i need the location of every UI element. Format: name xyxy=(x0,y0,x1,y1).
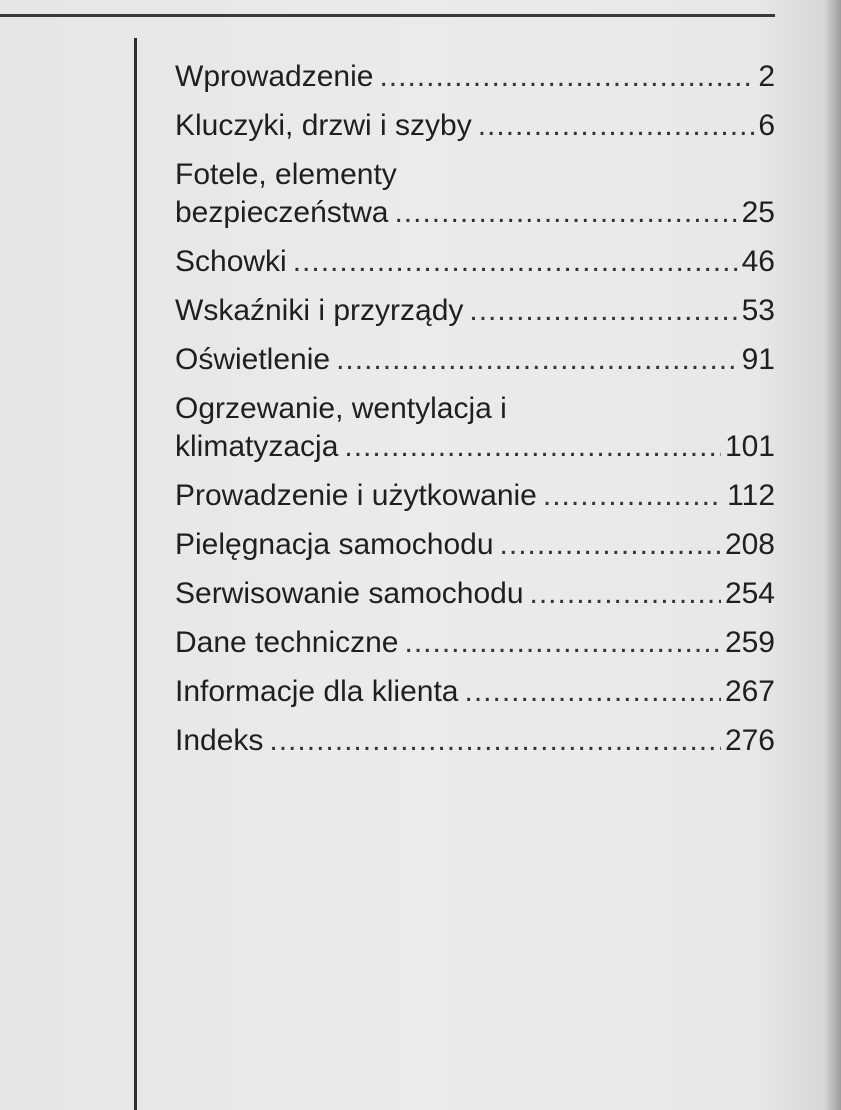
toc-title: Kluczyki, drzwi i szyby xyxy=(175,109,472,142)
toc-page-number: 276 xyxy=(724,724,775,757)
toc-title: Pielęgnacja samochodu xyxy=(175,528,494,561)
toc-page-number: 91 xyxy=(741,343,775,376)
toc-entry[interactable] xyxy=(175,156,775,232)
toc-page-number: 53 xyxy=(741,294,775,327)
toc-entry[interactable] xyxy=(175,575,775,613)
dot-leader xyxy=(464,673,720,711)
toc-page-number: 25 xyxy=(741,196,775,229)
page-edge-shadow xyxy=(825,0,841,1110)
toc-line xyxy=(175,58,775,96)
toc-entry[interactable] xyxy=(175,722,775,760)
toc-entry[interactable] xyxy=(175,390,775,466)
toc-title-line1: Fotele, elementy xyxy=(175,158,397,191)
toc-entry[interactable] xyxy=(175,243,775,281)
toc-line xyxy=(175,107,775,145)
toc-title: Dane techniczne xyxy=(175,626,399,659)
toc-entry[interactable] xyxy=(175,526,775,564)
toc-line xyxy=(175,292,775,330)
toc-title: klimatyzacja xyxy=(175,430,339,463)
toc-title: Indeks xyxy=(175,724,264,757)
dot-leader xyxy=(336,341,738,379)
toc-line xyxy=(175,673,775,711)
toc-entry[interactable] xyxy=(175,341,775,379)
toc-line xyxy=(175,624,775,662)
toc-page-number: 101 xyxy=(724,430,775,463)
toc-page-number: 46 xyxy=(741,245,775,278)
toc-title: Prowadzenie i użytkowanie xyxy=(175,479,537,512)
table-of-contents xyxy=(175,58,775,771)
toc-title: Schowki xyxy=(175,245,287,278)
toc-entry[interactable] xyxy=(175,107,775,145)
toc-entry[interactable] xyxy=(175,624,775,662)
toc-entry[interactable] xyxy=(175,477,775,515)
toc-line xyxy=(175,341,775,379)
dot-leader xyxy=(478,107,755,145)
toc-entry[interactable] xyxy=(175,673,775,711)
toc-page-number: 254 xyxy=(724,577,775,610)
dot-leader xyxy=(500,526,721,564)
toc-page-number: 208 xyxy=(724,528,775,561)
toc-entry[interactable] xyxy=(175,58,775,96)
toc-title: Wskaźniki i przyrządy xyxy=(175,294,464,327)
toc-line xyxy=(175,243,775,281)
dot-leader xyxy=(530,575,721,613)
toc-title-line1: Ogrzewanie, wentylacja i xyxy=(175,392,507,425)
toc-title: bezpieczeństwa xyxy=(175,196,389,229)
toc-title: Serwisowanie samochodu xyxy=(175,577,524,610)
toc-title: Informacje dla klienta xyxy=(175,675,459,708)
top-rule xyxy=(0,14,775,17)
toc-title: Wprowadzenie xyxy=(175,60,374,93)
toc-line xyxy=(175,722,775,760)
dot-leader xyxy=(469,292,737,330)
toc-entry[interactable] xyxy=(175,292,775,330)
toc-page-number: 112 xyxy=(727,479,775,512)
toc-line xyxy=(175,477,775,515)
toc-line xyxy=(175,428,775,466)
dot-leader xyxy=(404,624,720,662)
toc-title: Oświetlenie xyxy=(175,343,331,376)
dot-leader xyxy=(394,194,737,232)
toc-page-number: 267 xyxy=(724,675,775,708)
vertical-rule xyxy=(134,38,137,1110)
toc-page-number: 2 xyxy=(758,60,775,93)
dot-leader xyxy=(543,477,723,515)
toc-line xyxy=(175,575,775,613)
dot-leader xyxy=(293,243,738,281)
toc-line xyxy=(175,194,775,232)
dot-leader xyxy=(379,58,754,96)
dot-leader xyxy=(344,428,721,466)
toc-line xyxy=(175,526,775,564)
dot-leader xyxy=(269,722,721,760)
toc-page-number: 6 xyxy=(758,109,775,142)
toc-page-number: 259 xyxy=(724,626,775,659)
